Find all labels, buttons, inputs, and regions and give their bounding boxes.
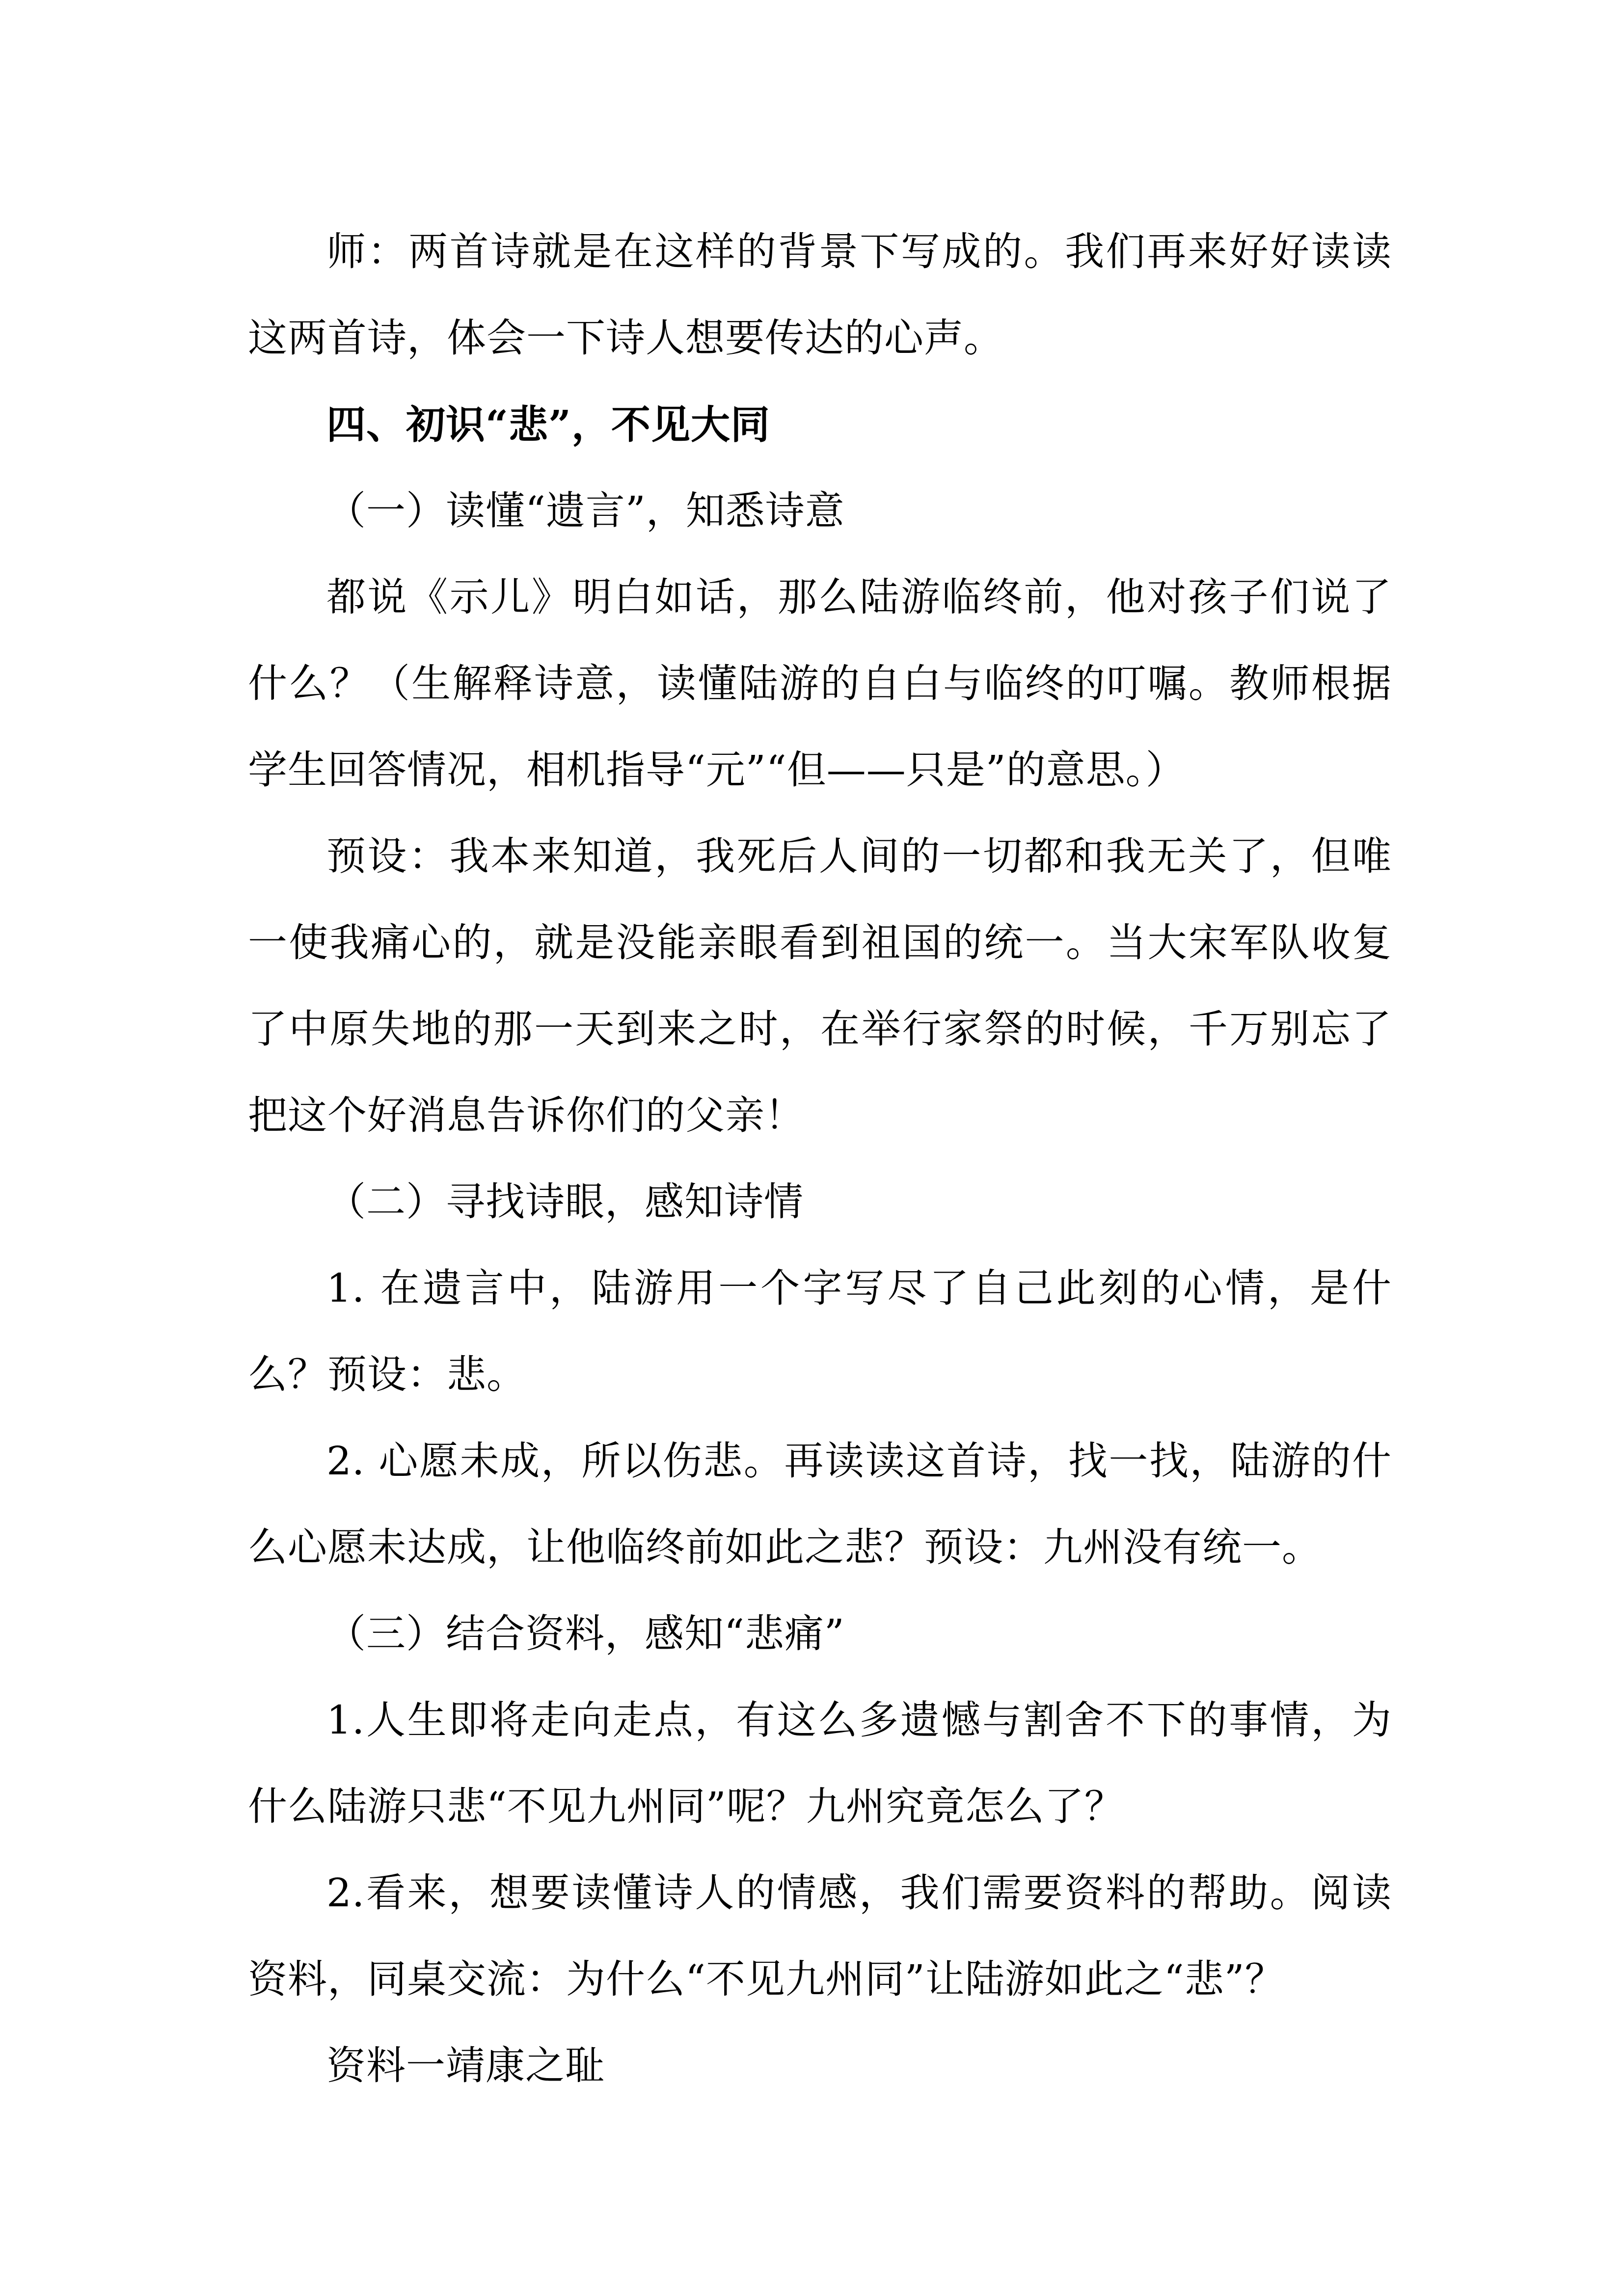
paragraph-question-shier: 都说《示儿》明白如话，那么陆游临终前，他对孩子们说了什么？（生解释诗意，读懂陆游的自白与临终的叮嘱。教师根据学生回答情况，相机指导“元”“但——只是”的意思。）	[248, 574, 1392, 793]
list-item-4: 2.看来，想要读懂诗人的情感，我们需要资料的帮助。阅读资料，同桌交流：为什么“不见九州同”让陆游如此之“悲”？	[248, 1870, 1392, 2002]
paragraph-preset-answer: 预设：我本来知道，我死后人间的一切都和我无关了，但唯一使我痛心的，就是没能亲眼看到祖国的统一。当大宋军队收复了中原失地的那一天到来之时，在举行家祭的时候，千万别忘了把这个好消息告诉你们的父亲！	[248, 833, 1392, 1138]
subheading-one: （一）读懂“遗言”，知悉诗意	[326, 488, 845, 534]
list-item-2: 2. 心愿未成，所以伤悲。再读读这首诗，找一找，陆游的什么心愿未达成，让他临终前如此之悲？预设：九州没有统一。	[248, 1438, 1392, 1570]
section-heading-four: 四、初识“悲”，不见大同	[326, 401, 771, 448]
paragraph-teacher-intro: 师：两首诗就是在这样的背景下写成的。我们再来好好读读这两首诗，体会一下诗人想要传达的心声。	[248, 229, 1392, 361]
subheading-three: （三）结合资料，感知“悲痛”	[326, 1611, 845, 1656]
list-item-1: 1. 在遗言中，陆游用一个字写尽了自己此刻的心情，是什么？预设：悲。	[248, 1265, 1392, 1397]
material-title: 资料一靖康之耻	[326, 2043, 605, 2088]
subheading-two: （二）寻找诗眼，感知诗情	[326, 1179, 804, 1225]
document-body	[248, 209, 1392, 2109]
list-item-3: 1.人生即将走向走点，有这么多遗憾与割舍不下的事情，为什么陆游只悲“不见九州同”呢？九州究竟怎么了？	[248, 1697, 1392, 1829]
